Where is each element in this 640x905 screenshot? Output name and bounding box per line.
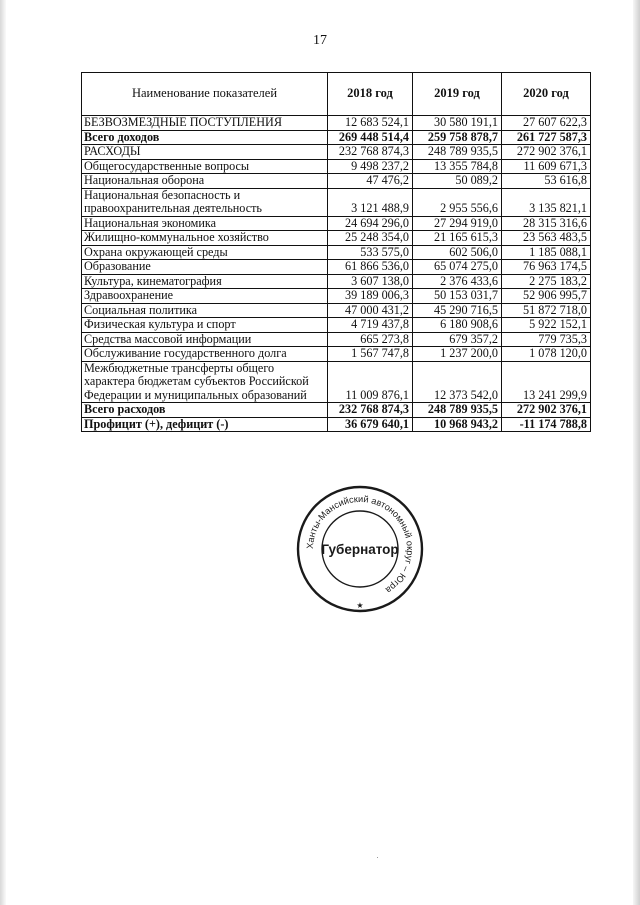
- value-2020-cell: 3 135 821,1: [502, 188, 591, 216]
- value-2020-cell: 11 609 671,3: [502, 159, 591, 174]
- value-2020-cell: 28 315 316,6: [502, 216, 591, 231]
- value-2018-cell: 39 189 006,3: [328, 289, 413, 304]
- table-row: [82, 417, 591, 432]
- value-2019-cell: 65 074 275,0: [413, 260, 502, 275]
- row-name-cell: Культура, кинематография: [82, 274, 328, 289]
- table-row: [82, 231, 591, 246]
- value-2018-cell: 665 273,8: [328, 332, 413, 347]
- value-2019-cell: 27 294 919,0: [413, 216, 502, 231]
- value-2020-cell: 272 902 376,1: [502, 403, 591, 418]
- value-2020-cell: 261 727 587,3: [502, 130, 591, 145]
- table-row: [82, 130, 591, 145]
- value-2020-cell: -11 174 788,8: [502, 417, 591, 432]
- value-2020-cell: 1 078 120,0: [502, 347, 591, 362]
- table-row: [82, 245, 591, 260]
- row-name-cell: Общегосударственные вопросы: [82, 159, 328, 174]
- seal-ring-text: Ханты-Мансийский автономный округ – Югра: [304, 493, 416, 596]
- table-row: [82, 174, 591, 189]
- scan-edge-left: [0, 0, 6, 905]
- table-row: [82, 216, 591, 231]
- row-name-cell: Всего расходов: [82, 403, 328, 418]
- value-2019-cell: 10 968 943,2: [413, 417, 502, 432]
- value-2020-cell: 779 735,3: [502, 332, 591, 347]
- value-2020-cell: 2 275 183,2: [502, 274, 591, 289]
- value-2019-cell: 21 165 615,3: [413, 231, 502, 246]
- value-2020-cell: 76 963 174,5: [502, 260, 591, 275]
- value-2018-cell: 24 694 296,0: [328, 216, 413, 231]
- row-name-cell: Национальная безопасность и правоохранительная деятельность: [82, 188, 328, 216]
- value-2019-cell: 13 355 784,8: [413, 159, 502, 174]
- value-2018-cell: 11 009 876,1: [328, 361, 413, 403]
- row-name-cell: БЕЗВОЗМЕЗДНЫЕ ПОСТУПЛЕНИЯ: [82, 116, 328, 131]
- row-name-cell: РАСХОДЫ: [82, 145, 328, 160]
- row-name-cell: Здравоохранение: [82, 289, 328, 304]
- table-row: [82, 303, 591, 318]
- header-year-2019: 2019 год: [413, 73, 502, 116]
- row-name-cell: Социальная политика: [82, 303, 328, 318]
- row-name-cell: Межбюджетные трансферты общего характера бюджетам субъектов Российской Федерации и муниципальных образований: [82, 361, 328, 403]
- scan-edge-right: [633, 0, 640, 905]
- value-2018-cell: 3 121 488,9: [328, 188, 413, 216]
- table-row: [82, 145, 591, 160]
- value-2019-cell: 602 506,0: [413, 245, 502, 260]
- value-2018-cell: 47 000 431,2: [328, 303, 413, 318]
- scan-speck: [377, 857, 378, 858]
- value-2019-cell: 50 153 031,7: [413, 289, 502, 304]
- row-name-cell: Профицит (+), дефицит (-): [82, 417, 328, 432]
- table-row: [82, 361, 591, 403]
- table-row: [82, 188, 591, 216]
- value-2019-cell: 1 237 200,0: [413, 347, 502, 362]
- value-2020-cell: 13 241 299,9: [502, 361, 591, 403]
- header-year-2018: 2018 год: [328, 73, 413, 116]
- value-2019-cell: 45 290 716,5: [413, 303, 502, 318]
- row-name-cell: Обслуживание государственного долга: [82, 347, 328, 362]
- row-name-cell: Образование: [82, 260, 328, 275]
- value-2020-cell: 1 185 088,1: [502, 245, 591, 260]
- value-2019-cell: 50 089,2: [413, 174, 502, 189]
- value-2019-cell: 259 758 878,7: [413, 130, 502, 145]
- value-2018-cell: 1 567 747,8: [328, 347, 413, 362]
- seal-star-icon: ★: [356, 601, 364, 610]
- governor-seal: [295, 484, 425, 614]
- value-2019-cell: 248 789 935,5: [413, 145, 502, 160]
- table-row: [82, 159, 591, 174]
- row-name-cell: Национальная оборона: [82, 174, 328, 189]
- row-name-cell: Жилищно-коммунальное хозяйство: [82, 231, 328, 246]
- value-2019-cell: 248 789 935,5: [413, 403, 502, 418]
- value-2020-cell: 272 902 376,1: [502, 145, 591, 160]
- table-row: [82, 318, 591, 333]
- value-2020-cell: 23 563 483,5: [502, 231, 591, 246]
- table-row: [82, 403, 591, 418]
- row-name-cell: Всего доходов: [82, 130, 328, 145]
- value-2019-cell: 2 376 433,6: [413, 274, 502, 289]
- table-row: [82, 260, 591, 275]
- value-2020-cell: 53 616,8: [502, 174, 591, 189]
- row-name-cell: Физическая культура и спорт: [82, 318, 328, 333]
- value-2018-cell: 232 768 874,3: [328, 403, 413, 418]
- value-2020-cell: 51 872 718,0: [502, 303, 591, 318]
- value-2020-cell: 52 906 995,7: [502, 289, 591, 304]
- table-row: [82, 116, 591, 131]
- value-2018-cell: 61 866 536,0: [328, 260, 413, 275]
- value-2018-cell: 25 248 354,0: [328, 231, 413, 246]
- row-name-cell: Охрана окружающей среды: [82, 245, 328, 260]
- value-2018-cell: 12 683 524,1: [328, 116, 413, 131]
- value-2019-cell: 679 357,2: [413, 332, 502, 347]
- seal-title: Губернатор: [321, 542, 399, 557]
- value-2020-cell: 27 607 622,3: [502, 116, 591, 131]
- table-row: [82, 347, 591, 362]
- value-2019-cell: 12 373 542,0: [413, 361, 502, 403]
- value-2018-cell: 533 575,0: [328, 245, 413, 260]
- value-2018-cell: 3 607 138,0: [328, 274, 413, 289]
- budget-table: [81, 72, 591, 432]
- table-row: [82, 332, 591, 347]
- value-2018-cell: 47 476,2: [328, 174, 413, 189]
- table-row: [82, 274, 591, 289]
- page-number: 17: [313, 33, 327, 48]
- value-2019-cell: 6 180 908,6: [413, 318, 502, 333]
- row-name-cell: Средства массовой информации: [82, 332, 328, 347]
- value-2019-cell: 2 955 556,6: [413, 188, 502, 216]
- table-row: [82, 289, 591, 304]
- value-2020-cell: 5 922 152,1: [502, 318, 591, 333]
- header-year-2020: 2020 год: [502, 73, 591, 116]
- value-2018-cell: 36 679 640,1: [328, 417, 413, 432]
- value-2018-cell: 269 448 514,4: [328, 130, 413, 145]
- row-name-cell: Национальная экономика: [82, 216, 328, 231]
- table-header-row: [82, 73, 591, 116]
- header-indicator-name: Наименование показателей: [82, 73, 328, 116]
- value-2018-cell: 9 498 237,2: [328, 159, 413, 174]
- value-2018-cell: 4 719 437,8: [328, 318, 413, 333]
- value-2019-cell: 30 580 191,1: [413, 116, 502, 131]
- value-2018-cell: 232 768 874,3: [328, 145, 413, 160]
